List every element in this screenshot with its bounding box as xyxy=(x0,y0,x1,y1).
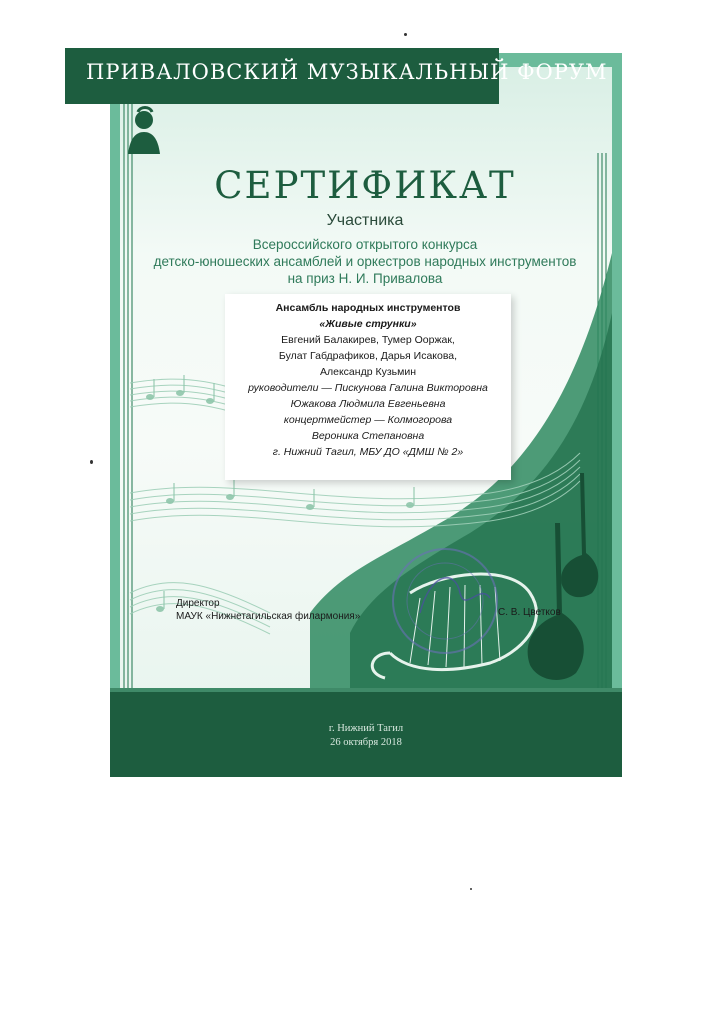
footer-date: 26 октября 2018 xyxy=(330,737,402,748)
footer-text xyxy=(110,722,622,750)
ensemble-name: «Живые струнки» xyxy=(319,318,417,330)
members-line: Александр Кузьмин xyxy=(320,366,416,378)
ensemble-type: Ансамбль народных инструментов xyxy=(275,302,461,314)
certificate-title: СЕРТИФИКАТ xyxy=(214,164,516,207)
director-role: Директор xyxy=(176,598,220,609)
contest-description xyxy=(120,236,610,287)
leaders-line: руководители — Пискунова Галина Викторовна xyxy=(248,382,488,394)
location-line: г. Нижний Тагил, МБУ ДО «ДМШ № 2» xyxy=(272,446,464,458)
scan-speck xyxy=(90,460,93,464)
contest-line: детско-юношеских ансамблей и оркестров народных инструментов xyxy=(153,254,577,269)
director-signature-block xyxy=(176,597,360,623)
members-line: Булат Габдрафиков, Дарья Исакова, xyxy=(278,350,458,362)
accompanist-line: концертмейстер — Колмогорова xyxy=(283,414,453,426)
contest-line: на приз Н. И. Привалова xyxy=(287,271,443,286)
privalov-portrait-icon xyxy=(122,104,166,156)
forum-title: ПРИВАЛОВСКИЙ МУЗЫКАЛЬНЫЙ ФОРУМ xyxy=(86,60,608,84)
contest-line: Всероссийского открытого конкурса xyxy=(252,237,478,252)
leaders-line: Южакова Людмила Евгеньевна xyxy=(290,398,446,410)
recipient-details xyxy=(225,300,511,460)
director-name: С. В. Цветков xyxy=(498,607,561,618)
certificate-subtitle: Участника xyxy=(326,212,404,229)
footer-city: г. Нижний Тагил xyxy=(328,723,404,734)
scan-speck xyxy=(404,33,407,36)
scan-speck xyxy=(470,888,472,890)
members-line: Евгений Балакирев, Тумер Ооржак, xyxy=(281,334,455,346)
director-organization: МАУК «Нижнетагильская филармония» xyxy=(176,611,361,622)
accompanist-line: Вероника Степановна xyxy=(311,430,425,442)
